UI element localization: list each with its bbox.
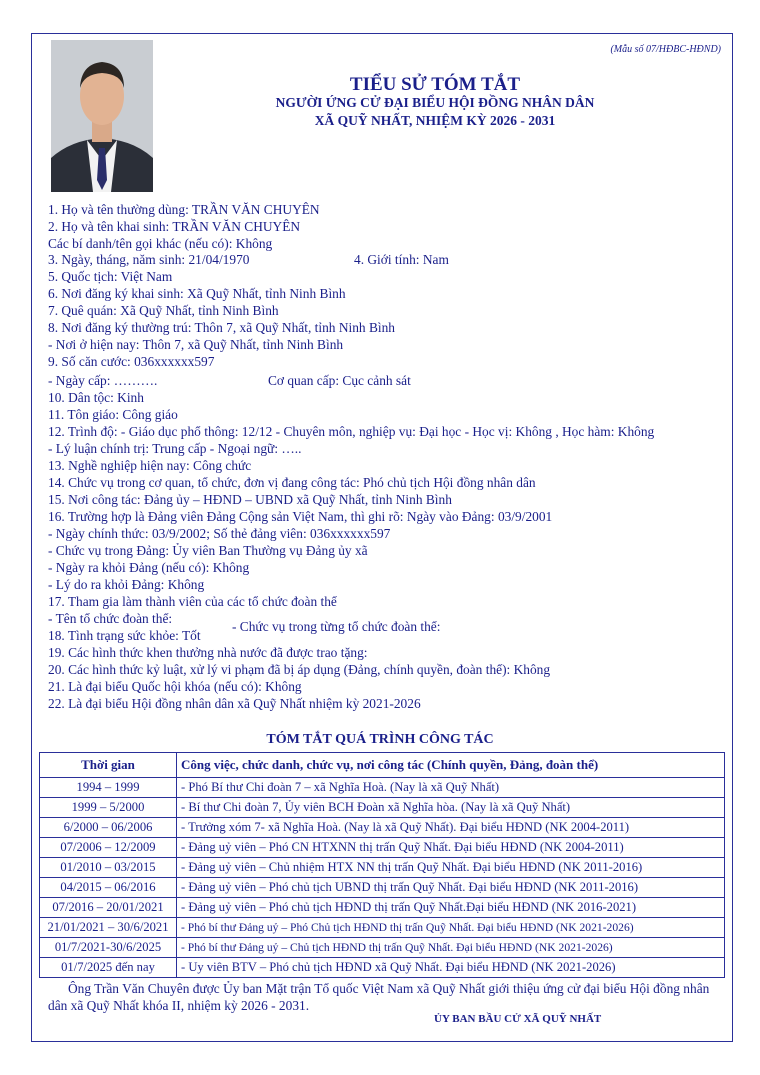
cell-time: 1999 – 5/2000 [40, 798, 177, 818]
cell-position: - Trưởng xóm 7- xã Nghĩa Hoà. (Nay là xã Quỹ Nhất). Đại biểu HĐND (NK 2004-2011) [177, 818, 725, 838]
cell-position: - Phó bí thư Đảng uỷ – Phó Chủ tịch HĐND thị trấn Quỹ Nhất. Đại biểu HĐND (NK 2021-2026) [177, 918, 725, 938]
field-issuer: Cơ quan cấp: Cục cảnh sát [268, 373, 411, 388]
header-time: Thời gian [40, 753, 177, 778]
table-row [40, 858, 725, 878]
field-line: - Chức vụ trong Đảng: Ủy viên Ban Thường vụ Đảng ủy xã [48, 543, 368, 558]
field-line: 7. Quê quán: Xã Quỹ Nhất, tỉnh Ninh Bình [48, 303, 279, 318]
cell-time: 01/7/2025 đến nay [40, 958, 177, 978]
field-line: 10. Dân tộc: Kinh [48, 390, 144, 405]
cell-time: 07/2006 – 12/2009 [40, 838, 177, 858]
field-line: - Lý luận chính trị: Trung cấp - Ngoại ngữ: ….. [48, 441, 302, 456]
cell-time: 01/7/2021-30/6/2025 [40, 938, 177, 958]
field-line: 1. Họ và tên thường dùng: TRẦN VĂN CHUYÊN [48, 202, 320, 217]
field-line: 20. Các hình thức kỷ luật, xử lý vi phạm đã bị áp dụng (Đảng, chính quyền, đoàn thể): Không [48, 662, 551, 677]
field-line: - Nơi ở hiện nay: Thôn 7, xã Quỹ Nhất, tỉnh Ninh Bình [48, 337, 344, 352]
field-line: 11. Tôn giáo: Công giáo [48, 407, 178, 422]
field-line: 6. Nơi đăng ký khai sinh: Xã Quỹ Nhất, tỉnh Ninh Bình [48, 286, 346, 301]
field-line: - Ngày chính thức: 03/9/2002; Số thẻ đảng viên: 036xxxxxx597 [48, 526, 391, 541]
field-line: 12. Trình độ: - Giáo dục phổ thông: 12/12 - Chuyên môn, nghiệp vụ: Đại học - Học vị: Không , Học hàm: Không [48, 424, 655, 439]
field-org-role: - Chức vụ trong từng tổ chức đoàn thể: [232, 619, 441, 634]
cell-time: 01/2010 – 03/2015 [40, 858, 177, 878]
field-line: 3. Ngày, tháng, năm sinh: 21/04/1970 [48, 252, 250, 267]
table-row [40, 778, 725, 798]
table-row [40, 918, 725, 938]
table-row [40, 938, 725, 958]
header-position: Công việc, chức danh, chức vụ, nơi công tác (Chính quyền, Đảng, đoàn thể) [177, 753, 725, 778]
document-subtitle: NGƯỜI ỨNG CỬ ĐẠI BIỂU HỘI ĐỒNG NHÂN DÂN [275, 95, 595, 110]
field-line: - Ngày ra khỏi Đảng (nếu có): Không [48, 560, 250, 575]
document-subtitle-term: XÃ QUỸ NHẤT, NHIỆM KỲ 2026 - 2031 [314, 113, 556, 128]
field-line: 19. Các hình thức khen thưởng nhà nước đã được trao tặng: [48, 645, 368, 660]
field-line: - Ngày cấp: ………. [48, 373, 158, 388]
table-row [40, 818, 725, 838]
work-history-table [39, 752, 725, 978]
table-row [40, 798, 725, 818]
field-line: 13. Nghề nghiệp hiện nay: Công chức [48, 458, 252, 473]
table-row [40, 878, 725, 898]
document-title: TIỂU SỬ TÓM TẮT [349, 74, 521, 95]
field-line: 17. Tham gia làm thành viên của các tổ chức đoàn thể [48, 594, 337, 609]
cell-position: - Đảng uỷ viên – Phó chủ tịch HĐND thị trấn Quỹ Nhất.Đại biểu HĐND (NK 2016-2021) [177, 898, 725, 918]
cell-position: - Phó Bí thư Chi đoàn 7 – xã Nghĩa Hoà. (Nay là xã Quỹ Nhất) [177, 778, 725, 798]
field-line: - Tên tổ chức đoàn thể: [48, 611, 173, 626]
field-line: - Lý do ra khỏi Đảng: Không [48, 577, 205, 592]
section-title: TÓM TẮT QUÁ TRÌNH CÔNG TÁC [266, 732, 494, 747]
cell-time: 21/01/2021 – 30/6/2021 [40, 918, 177, 938]
form-number: (Mẫu số 07/HĐBC-HĐND) [610, 44, 721, 55]
cell-time: 07/2016 – 20/01/2021 [40, 898, 177, 918]
cell-time: 04/2015 – 06/2016 [40, 878, 177, 898]
cell-position: - Đảng uỷ viên – Phó CN HTXNN thị trấn Quỹ Nhất. Đại biểu HĐND (NK 2004-2011) [177, 838, 725, 858]
table-row [40, 898, 725, 918]
table-row [40, 958, 725, 978]
cell-time: 1994 – 1999 [40, 778, 177, 798]
field-gender: 4. Giới tính: Nam [354, 252, 449, 267]
field-line: 9. Số căn cước: 036xxxxxx597 [48, 354, 215, 369]
field-line: 2. Họ và tên khai sinh: TRẦN VĂN CHUYÊN [48, 219, 301, 234]
field-line: 8. Nơi đăng ký thường trú: Thôn 7, xã Quỹ Nhất, tỉnh Ninh Bình [48, 320, 395, 335]
field-line: 14. Chức vụ trong cơ quan, tổ chức, đơn vị đang công tác: Phó chủ tịch Hội đồng nhân dân [48, 475, 536, 490]
cell-position: - Đảng uỷ viên – Chủ nhiệm HTX NN thị trấn Quỹ Nhất. Đại biểu HĐND (NK 2011-2016) [177, 858, 725, 878]
portrait-photo [51, 40, 153, 192]
cell-position: - Uy viên BTV – Phó chủ tịch HĐND xã Quỹ Nhất. Đại biểu HĐND (NK 2021-2026) [177, 958, 725, 978]
field-line: 5. Quốc tịch: Việt Nam [48, 269, 173, 284]
cell-time: 6/2000 – 06/2006 [40, 818, 177, 838]
field-line: Các bí danh/tên gọi khác (nếu có): Không [48, 236, 273, 251]
cell-position: - Phó bí thư Đảng uỷ – Chủ tịch HĐND thị trấn Quỹ Nhất. Đại biểu HĐND (NK 2021-2026) [177, 938, 725, 958]
table-header-row [40, 753, 725, 778]
field-line: 21. Là đại biểu Quốc hội khóa (nếu có): Không [48, 679, 302, 694]
field-line: 18. Tình trạng sức khỏe: Tốt [48, 628, 201, 643]
field-line: 15. Nơi công tác: Đảng ủy – HĐND – UBND xã Quỹ Nhất, tỉnh Ninh Bình [48, 492, 452, 507]
signature-block: ỦY BAN BẦU CỬ XÃ QUỸ NHẤT [434, 1013, 602, 1025]
cell-position: - Bí thư Chi đoàn 7, Ủy viên BCH Đoàn xã Nghĩa hòa. (Nay là xã Quỹ Nhất) [177, 798, 725, 818]
introduction-paragraph: Ông Trần Văn Chuyên được Ủy ban Mặt trận Tổ quốc Việt Nam xã Quỹ Nhất giới thiệu ứng cử đại biểu Hội đồng nhân dân xã Quỹ Nhất khóa II, nhiệm kỳ 2026 - 2031. [48, 981, 710, 1013]
field-line: 22. Là đại biểu Hội đồng nhân dân xã Quỹ Nhất nhiệm kỳ 2021-2026 [48, 696, 421, 711]
cell-position: - Đảng uỷ viên – Phó chủ tịch UBND thị trấn Quỹ Nhất. Đại biểu HĐND (NK 2011-2016) [177, 878, 725, 898]
table-row [40, 838, 725, 858]
field-line: 16. Trường hợp là Đảng viên Đảng Cộng sản Việt Nam, thì ghi rõ: Ngày vào Đảng: 03/9/2001 [48, 509, 553, 524]
